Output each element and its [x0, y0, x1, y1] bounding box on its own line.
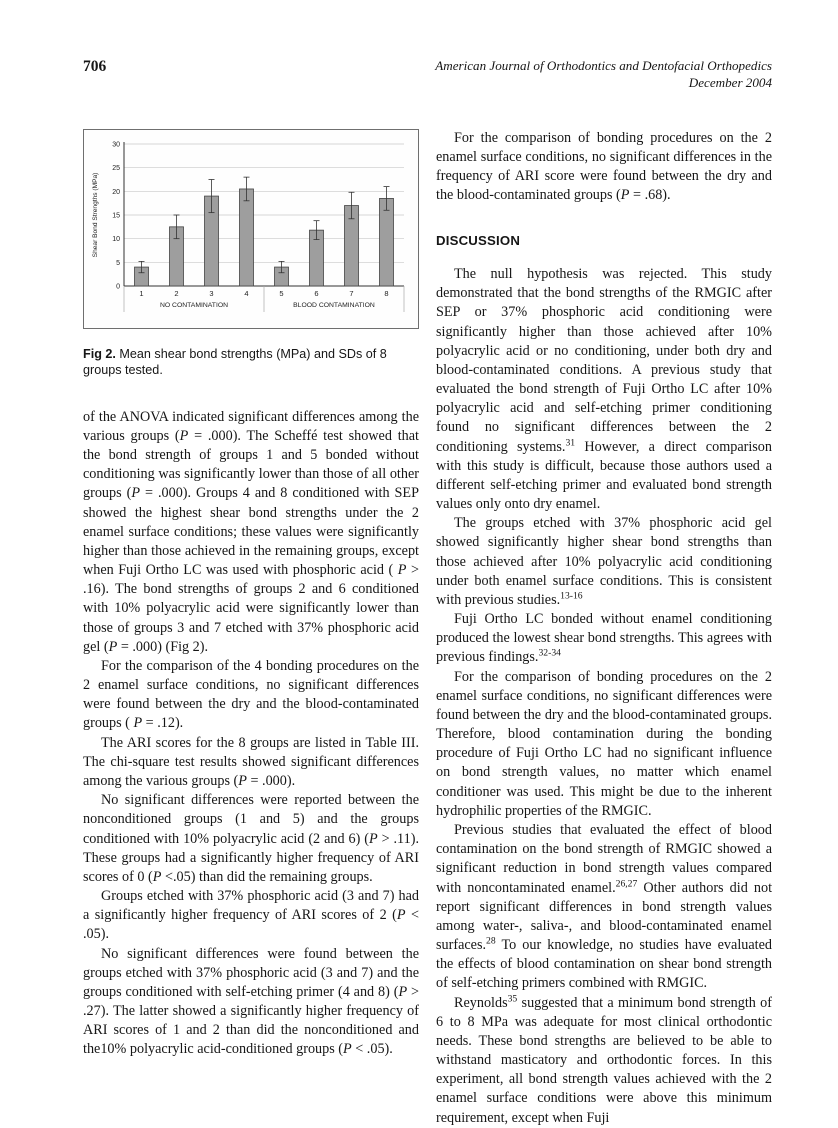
group-label-no-contamination: NO CONTAMINATION — [159, 301, 229, 309]
right-column-intro — [436, 129, 772, 206]
left-column-text — [83, 408, 419, 1060]
x-tick-label: 2 — [174, 288, 179, 298]
paragraph: For the comparison of the 4 bonding procedures on the 2 enamel surface conditions, no significant differences were found between the dry and the blood-contaminated groups ( P = .12). — [83, 657, 419, 732]
y-tick-label: 30 — [112, 141, 120, 148]
two-column-body — [83, 129, 772, 1128]
y-axis-title: Shear Bond Strengths (MPa) — [92, 172, 99, 257]
paragraph: Previous studies that evaluated the effect of blood contamination on the bond strength of RMGIC showed a significant reduction in bond strength values compared with noncontaminated enamel.$^{26,27}$ Other authors did not report significant differences in bond strength values among water-, saliva-, and blood-contaminated enamel surfaces.$^{28}$ To our knowledge, no studies have evaluated the effects of blood contamination on shear bond strength of self-etching primers combined with RMGIC. — [436, 821, 773, 992]
paragraph: No significant differences were found between the groups etched with 37% phosphoric acid (3 and 7) and the groups conditioned with self-etching primer (4 and 8) (P > .27). The latter showed a significantly higher frequency of ARI scores of 1 and 2 than did the nonconditioned and the10% polyacrylic acid-conditioned groups (P < .05). — [83, 945, 419, 1058]
discussion-heading: DISCUSSION — [436, 233, 521, 249]
figure-2-caption — [83, 346, 419, 379]
paragraph: The null hypothesis was rejected. This study demonstrated that the bond strengths of the RMGIC after SEP or 37% phosphoric acid conditioning were significantly higher than those achieved after 10% polyacrylic acid or no conditioning, under both dry and blood-contaminated conditions. A previous study that evaluated the bond strength of Fuji Ortho LC after 10% polyacrylic acid and self-etching primer conditioning found no significant differences between the 2 conditioning systems.$^{31}$ However, a direct comparison with this study is difficult, because those authors used a different self-etching primer and evaluated bond strength values only onto dry enamel. — [436, 266, 772, 513]
paragraph: The groups etched with 37% phosphoric acid gel showed significantly higher shear bond strengths than those achieved after 10% polyacrylic acid conditioning under both enamel surface conditions. This is consistent with previous studies.$^{13-16}$ — [436, 515, 772, 608]
paragraph: For the comparison of bonding procedures on the 2 enamel surface conditions, no significant differences in the frequency of ARI score were found between the dry and the blood-contaminated groups (P = .68). — [436, 129, 772, 204]
chart-bar — [380, 198, 394, 286]
x-tick-label: 1 — [139, 288, 144, 298]
paragraph: Groups etched with 37% phosphoric acid (3 and 7) had a significantly higher frequency of ARI scores of 2 (P < .05). — [83, 888, 419, 943]
paragraph: of the ANOVA indicated significant differences among the various groups (P = .000). The Scheffé test showed that the bond strength of groups 1 and 5 bonded without conditioning was significantly lower than those of all other groups (P = .000). Groups 4 and 8 conditioned with SEP showed the highest shear bond strengths under the 2 enamel surface conditions; these values were significantly higher than those achieved in the remaining groups, except when Fuji Ortho LC was used with phosphoric acid ( P > .16). The bond strengths of groups 2 and 6 conditioned with 10% polyacrylic acid were significantly lower than those of groups 3 and 7 etched with 37% phosphoric acid gel (P = .000) (Fig 2). — [83, 408, 419, 655]
bar-chart-svg — [86, 134, 414, 324]
y-tick-label: 10 — [112, 235, 120, 243]
journal-reference — [435, 58, 772, 92]
y-tick-label: 0 — [116, 283, 120, 290]
chart-bar — [240, 188, 254, 285]
x-tick-label: 5 — [279, 288, 284, 298]
page-number: 706 — [83, 58, 107, 75]
y-tick-label: 15 — [112, 212, 120, 219]
x-tick-label: 8 — [384, 288, 389, 298]
discussion-text — [436, 265, 772, 1128]
x-tick-label: 3 — [209, 288, 214, 298]
paragraph: No significant differences were reported between the nonconditioned groups (1 and 5) and the groups conditioned with 10% polyacrylic acid (2 and 6) (P > .11). These groups had a significantly higher frequency of ARI scores of 0 (P <.05) than did the remaining groups. — [83, 792, 419, 885]
left-column — [83, 129, 419, 1128]
x-tick-label: 4 — [244, 288, 249, 298]
figure-caption-label: Fig 2. — [83, 346, 116, 361]
y-tick-label: 25 — [112, 164, 120, 172]
y-tick-label: 20 — [112, 188, 120, 196]
x-tick-label: 6 — [314, 288, 319, 298]
paragraph: The ARI scores for the 8 groups are listed in Table III. The chi-square test results showed significant differences among the various groups (P = .000). — [83, 734, 419, 789]
y-tick-label: 5 — [116, 259, 120, 267]
figure-caption-text: Mean shear bond strengths (MPa) and SDs of 8 groups tested. — [83, 346, 387, 378]
page-header — [83, 58, 772, 92]
x-tick-label: 7 — [349, 288, 354, 298]
journal-title: American Journal of Orthodontics and Dentofacial Orthopedics — [435, 58, 772, 73]
journal-issue-date: December 2004 — [688, 74, 772, 90]
figure-2-bar-chart — [83, 129, 419, 329]
paragraph: Fuji Ortho LC bonded without enamel conditioning produced the lowest shear bond strengths. This agrees with previous findings.$^{32-34}$ — [436, 611, 772, 666]
group-label-blood-contamination: BLOOD CONTAMINATION — [293, 301, 375, 309]
right-column — [436, 129, 772, 1128]
paragraph: Reynolds$^{35}$ suggested that a minimum bond strength of 6 to 8 MPa was adequate for most clinical orthodontic needs. These bond strengths are believed to be able to withstand masticatory and orthodontic forces. In this experiment, all bond strength values achieved with the 2 enamel surface conditions were above this minimum requirement, except when Fuji — [436, 992, 772, 1126]
paragraph: For the comparison of bonding procedures on the 2 enamel surface conditions, no significant differences were found between the dry and the blood-contaminated groups. Therefore, blood contamination during the bonding procedure of Fuji Ortho LC had no significant influence on bond strength values, no matter which enamel conditioner was used. This might be due to the inherent hydrophilic properties of the RMGIC. — [436, 668, 772, 819]
